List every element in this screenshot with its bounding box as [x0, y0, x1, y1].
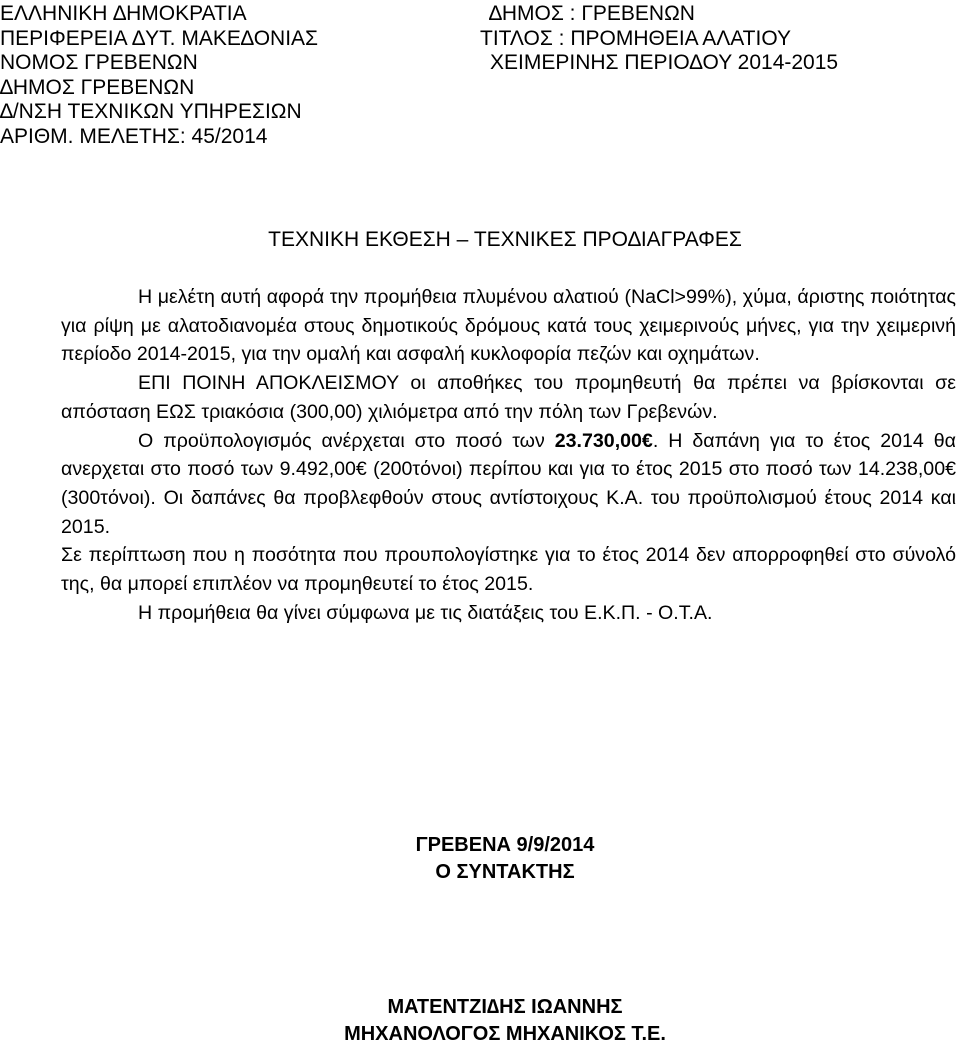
- signature-block: [0, 832, 960, 886]
- author-role: Ο ΣΥΝΤΑΚΤΗΣ: [435, 861, 575, 883]
- paragraph-budget: [61, 427, 956, 542]
- study-number: ΑΡΙΘΜ. ΜΕΛΕΤΗΣ: 45/2014: [0, 124, 268, 148]
- paragraph-legal-basis: Η προμήθεια θα γίνει σύμφωνα με τις διατάξεις του Ε.Κ.Π. - Ο.Τ.Α.: [138, 601, 713, 624]
- budget-amount: 23.730,00€: [554, 429, 653, 452]
- issuer-line: ΝΟΜΟΣ ΓΡΕΒΕΝΩΝ: [0, 51, 198, 75]
- project-title-line: ΤΙΤΛΟΣ : ΠΡΟΜΗΘΕΙΑ ΑΛΑΤΙΟΥ: [480, 26, 792, 50]
- budget-text-pre: Ο προϋπολογισμός ανέρχεται στο ποσό των: [138, 429, 555, 452]
- place-date: ΓΡΕΒΕΝΑ 9/9/2014: [415, 834, 595, 856]
- issuer-block: [0, 2, 318, 150]
- municipality-line: ∆ΗΜΟΣ : ΓΡΕΒΕΝΩΝ: [489, 2, 695, 25]
- issuer-line: ΠΕΡΙΦΕΡΕΙΑ ∆ΥΤ. ΜΑΚΕ∆ΟΝΙΑΣ: [0, 26, 319, 50]
- paragraph-subject: Η μελέτη αυτή αφορά την προμήθεια πλυμένου αλατιού (NaCl>99%), χύμα, άριστης ποιότητας για ρίψη με αλατοδιανομέα στους δημοτικούς δρόμους κατά τους χειμερινούς μήνες, για την χειμερινή περίοδο 2014-2015, για την ομαλή και ασφαλή κυκλοφορία πεζών και οχημάτων.: [61, 286, 956, 366]
- budget-text-post: . Η δαπάνη για το έτος 2014 θα ανερχεται στο ποσό των 9.492,00€ (200τόνοι) περίπου και για το έτος 2015 στο ποσό των 14.238,00€ (300τόνοι). Οι δαπάνες θα προβλεφθούν στους αντίστοιχους Κ.Α. του προϋπολισμού έτους 2014 και 2015.: [61, 429, 956, 538]
- engineer-name: ΜΑΤΕΝΤΖΙ∆ΗΣ ΙΩΑΝΝΗΣ: [387, 996, 623, 1018]
- issuer-line: ∆ΗΜΟΣ ΓΡΕΒΕΝΩΝ: [0, 75, 195, 99]
- engineer-title: ΜΗΧΑΝΟΛΟΓΟΣ ΜΗΧΑΝΙΚΟΣ Τ.Ε.: [344, 1023, 666, 1045]
- issuer-line: ∆/ΝΣΗ ΤΕΧΝΙΚΩΝ ΥΠΗΡΕΣΙΩΝ: [0, 100, 302, 124]
- document-title: ΤΕΧΝΙΚΗ ΕΚΘΕΣΗ – ΤΕΧΝΙΚΕΣ ΠΡΟ∆ΙΑΓΡΑΦΕΣ: [268, 228, 742, 251]
- engineer-block: [0, 994, 960, 1048]
- paragraph-carryover: Σε περίπτωση που η ποσότητα που προυπολογίστηκε για το έτος 2014 δεν απορροφηθεί στο σύνολό της, θα μπορεί επιπλέον να προμηθευτεί το έτος 2015.: [61, 544, 956, 596]
- paragraph-warehouse-requirement: ΕΠΙ ΠΟΙΝΗ ΑΠΟΚΛΕΙΣΜΟΥ οι αποθήκες του προμηθευτή θα πρέπει να βρίσκονται σε απόσταση ΕΩΣ τριακόσια (300,00) χιλιόμετρα από την πόλη των Γρεβενών.: [61, 372, 956, 423]
- issuer-line: ΕΛΛΗΝΙΚΗ ∆ΗΜΟΚΡΑΤΙΑ: [0, 2, 247, 25]
- document-body: [61, 283, 956, 627]
- project-period-line: ΧΕΙΜΕΡΙΝΗΣ ΠΕΡΙΟ∆ΟΥ 2014-2015: [490, 51, 839, 75]
- project-block: [480, 2, 838, 76]
